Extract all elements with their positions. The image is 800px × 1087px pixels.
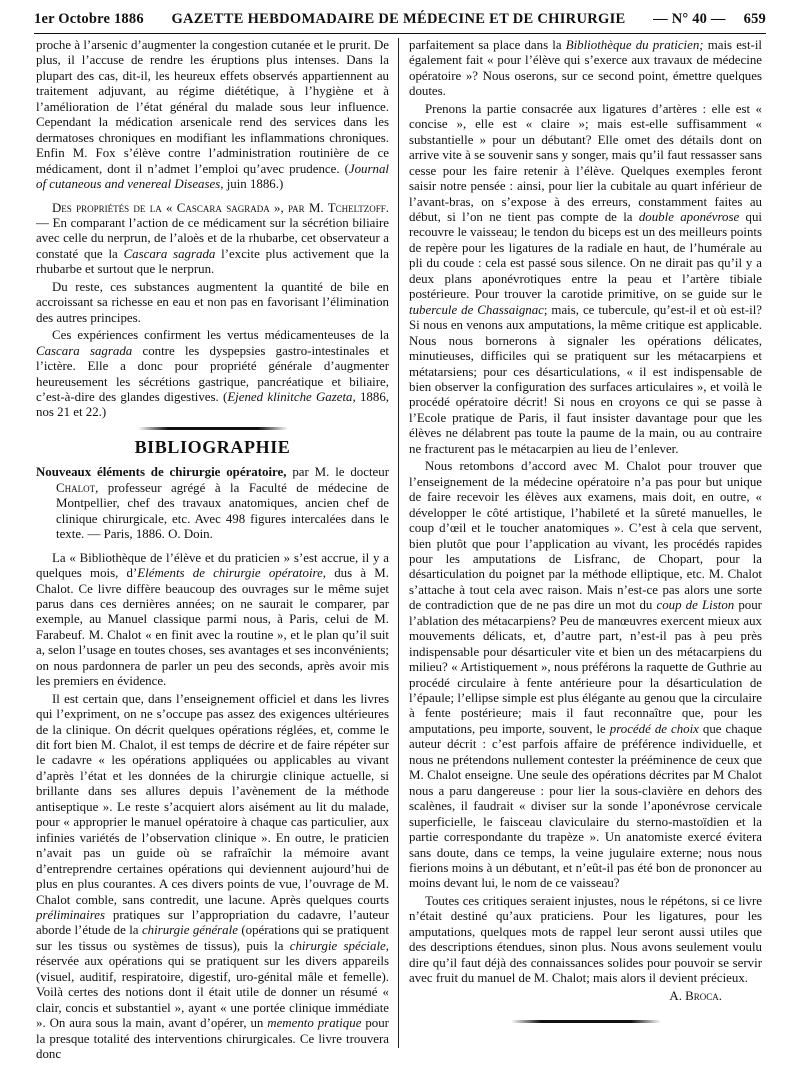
journal-title: GAZETTE HEBDOMADAIRE DE MÉDECINE ET DE CHIRURGIE	[171, 10, 626, 27]
left-column	[36, 38, 389, 1063]
cascara-paragraph-2: Du reste, ces substances augmentent la quantité de bile en accroissant sa richesse en eau et non pas en favorisant l’élimination des autres principes.	[36, 279, 389, 325]
issue-date: 1er Octobre 1886	[34, 10, 144, 27]
arsenic-paragraph: proche à l’arsenic d’augmenter la congestion cutanée et le prurit. De plus, il l’accuse de rendre les éruptions plus intenses. Dans la plupart des cas, dit-il, les heureux effets observés appartiennent au traitement adjuvant, au régime diététique, à l’hygiène et à l’amélioration de l’état général du malade sous leur influence. Cependant la médication arsenicale rend des services dans les dermatoses chroniques en modifiant les inflammations chroniques. Enfin M. Fox s’élève contre l’administration routinière de ce médicament, dont il n’admet l’emploi qu’avec prudence. (Journal of cutaneous and venereal Diseases, juin 1886.)	[36, 38, 389, 192]
review-paragraph-6: Toutes ces critiques seraient injustes, nous le répétons, si ce livre n’était destiné qu’aux praticiens. Pour les ligatures, pour les amputations, quelques mots de rappel leur seront aussi utiles que des descriptions étendues, sinon plus. Nous avons seulement voulu dire qu’il faut déjà des connaissances solides pour pouvoir se servir avec fruit du manuel de M. Chalot; mais alors il devient précieux.	[409, 893, 762, 986]
section-divider	[138, 427, 288, 430]
header-rule	[34, 33, 766, 34]
review-paragraph-5: Nous retombons d’accord avec M. Chalot pour trouver que l’enseignement de la médecine opératoire n’a pas pour but unique de faire recevoir les élèves aux examens, mais doit, en outre, « développer le côté artistique, l’habileté et la sûreté manuelles, le coup d’œil et le toucher anatomiques ». C’est à cela que servent, bien plutôt que pour l’application au vivant, les procédés rapides pour les amputations de Lisfranc, de Chopart, pour la désarticulation du poignet par la méthode elliptique, etc. M. Chalot s’attache à tout cela avec raison. Mais n’est-ce pas alors une sorte de contradiction que de ne pas dire un mot du coup de Liston pour l’ablation des métacarpiens? Peu de manœuvres exercent mieux aux mouvements délicats, et, d’autre part, n’est-il pas à peu près indispensable pour désarticuler vite et bien un des métacarpiens du milieu? « Artistiquement », nous préférons la raquette de Guthrie au procédé circulaire à fente antérieure pour la désarticulation de l’épaule; l’ellipse simple est plus élégante au genou que la circulaire à fente postérieure; mais il faut reconnaître que, pour les amputations, peu importe, souvent, le procédé de choix que chaque auteur décrit : c’est parfois affaire de préférence individuelle, et nous ne prétendons nullement contester la prééminence de ceux que M. Chalot enseigne. Une seule des opérations décrites par M Chalot nous a paru dangereuse : pour lier la sous-clavière en dehors des scalènes, il faudrait « diviser sur la sonde l’aponévrose cervicale superficielle, le faisceau claviculaire du sterno-mastoïdien et la partie correspondante du trapèze ». Un anatomiste exercé évitera sans doute, dans ce temps, la veine jugulaire externe; nous nous fierions moins à un débutant, et n’eût-il pas été bon de prononcer au moins devant lui, le nom de ce vaisseau?	[409, 459, 763, 891]
arsenic-reference: Journal of cutaneous and venereal Diseases,	[36, 161, 389, 192]
running-head	[34, 6, 766, 32]
review-paragraph-1: La « Bibliothèque de l’élève et du praticien » s’est accrue, il y a quelques mois, d’Eléments de chirurgie opératoire, dus à M. Chalot. Ce livre diffère beaucoup des ouvrages sur le même sujet parus dans ces dernières années; on ne saurait le comparer, par exemple, au Manuel classique parmi nous, à Paris, celui de M. Farabeuf. M. Chalot « en finit avec la routine », et le plan qu’il suit a, selon l’usage en toutes choses, ses avantages et ses inconvénients; on nous pardonnera de parler un peu des seconds, après avoir mis les premiers en évidence.	[36, 550, 389, 689]
cascara-reference: Ejened klinitche Gazeta,	[227, 389, 356, 404]
cascara-paragraph-1: Des propriétés de la « Cascara sagrada », par M. Tcheltzoff. — En comparant l’action de ce médicament sur la sécrétion biliaire avec celle du nerprun, de l’aloès et de la rhubarbe, cet observateur a constaté que la Cascara sagrada l’excite plus activement que la rhubarbe et surtout que le nerprun.	[36, 200, 389, 277]
review-paragraph-3: parfaitement sa place dans la Bibliothèque du praticien; mais est-il également fait « pour l’élève qui s’exerce aux travaux de médecine opératoire »? Nous oserons, sur ce second point, émettre quelques doutes.	[409, 38, 762, 99]
review-paragraph-4: Prenons la partie consacrée aux ligatures d’artères : elle est « concise », elle est « claire »; mais est-elle suffisamment « substantielle » pour un débutant? Elle omet des détails dont on arrive vite à se souvenir sans y songer, mais qu’il faut ressasser sans cesse pour les faire retenir à l’élève. Quelques exemples feront saisir notre pensée : ainsi, pour lier la cubitale au quart inférieur de l’avant-bras, on s’expose à des erreurs, constamment faites au début, si l’on ne tient pas compte de la double aponévrose qui recouvre le vaisseau; le tendon du biceps est un des meilleurs points de repère pour les ligatures de la radiale en haut, de l’humérale au pli du coude : cela est passé sous silence. On ne dirait pas qu’il y a deux plans aponévrotiques entre la peau et l’artère tibiale postérieure. Pour trouver la carotide primitive, on se guide sur le tubercule de Chassaignac; mais, ce tubercule, qu’est-il et où est-il? Si nous en venons aux amputations, la même critique est applicable. Nous nous bornerons à signaler les opérations délicates, minutieuses, difficiles qui se pratiquent sur les métacarpiens et métatarsiens; pour ces désarticulations, « il est indispensable de bien observer la configuration des surfaces articulaires », et voilà le procédé opératoire décrit! Si nous en croyons ce qui se passe à l’Ecole pratique de Paris, il faut insister davantage pour que les élèves ne délabrent pas toute la paume de la main, ou au contraire ne fracturent pas le métacarpien au lieu de l’enlever.	[409, 101, 762, 456]
end-divider	[511, 1020, 661, 1023]
author-signature: A. Broca.	[669, 988, 722, 1003]
page-number: 659	[743, 10, 766, 27]
column-divider	[398, 38, 399, 1048]
right-column	[409, 38, 762, 1023]
book-citation: Nouveaux éléments de chirurgie opératoire, par M. le docteur Chalot, professeur agrégé à la Faculté de médecine de Montpellier, chef des travaux anatomiques, ancien chef de clinique chirurgicale, etc. Avec 498 figures intercalées dans le texte. — Paris, 1886. O. Doin.	[36, 465, 389, 542]
issue-number: — N° 40 —	[653, 10, 726, 27]
book-title: Nouveaux éléments de chirurgie opératoire,	[36, 465, 287, 480]
cascara-heading: Des propriétés de la « Cascara sagrada », par M. Tcheltzoff.	[52, 200, 389, 215]
review-paragraph-2: Il est certain que, dans l’enseignement officiel et dans les livres qui l’expriment, on ne s’occupe pas assez des exigences ultérieures de la clinique. On décrit quelques opérations réglées, et, comme le dit fort bien M. Chalot, il est temps de décrire et de faire répéter sur le cadavre « les opérations appliquées ou applicables au vivant d’après l’état et les données de la chirurgie clinique actuelle, si brillante dans ses allures depuis l’avènement de la méthode antiseptique ». Le reste s’acquiert alors aisément au lit du malade, pour « approprier le manuel opératoire à chaque cas particulier, aux infinies variétés de l’observation clinique ». En outre, le praticien n’avait pas un guide où se rafraîchir la mémoire avant d’entreprendre certaines opérations qui deviennent aujourd’hui de plus en plus courantes. A ces divers points de vue, l’ouvrage de M. Chalot comble, sans contredit, une lacune. Après quelques courts préliminaires pratiques sur l’appropriation du cadavre, l’auteur aborde l’étude de la chirurgie générale (opérations qui se pratiquent sur les tissus ou systèmes de tissus), puis la chirurgie spéciale, réservée aux opérations qui se pratiquent sur les divers appareils (visuel, auditif, respiratoire, digestif, uro-génital mâle et femelle). Voilà certes des notions dont il était utile de donner un résumé « clair, concis et substantiel », ayant « une portée clinique immédiate ». On aura sous la main, avant d’opérer, un memento pratique pour la presque totalité des interventions chirurgicales. Ce livre trouvera donc	[36, 691, 389, 1062]
cascara-paragraph-3: Ces expériences confirment les vertus médicamenteuses de la Cascara sagrada contre les dyspepsies gastro-intestinales et l’ictère. Elle a donc pour propriété générale d’augmenter heureusement les sécrétions gastrique, pancréatique et biliaire, c’est-à-dire des glandes digestives. (Ejened klinitche Gazeta, 1886, nos 21 et 22.)	[36, 328, 390, 420]
book-author: Chalot	[56, 480, 96, 495]
section-title: BIBLIOGRAPHIE	[134, 436, 291, 457]
issue-and-page	[653, 11, 766, 28]
